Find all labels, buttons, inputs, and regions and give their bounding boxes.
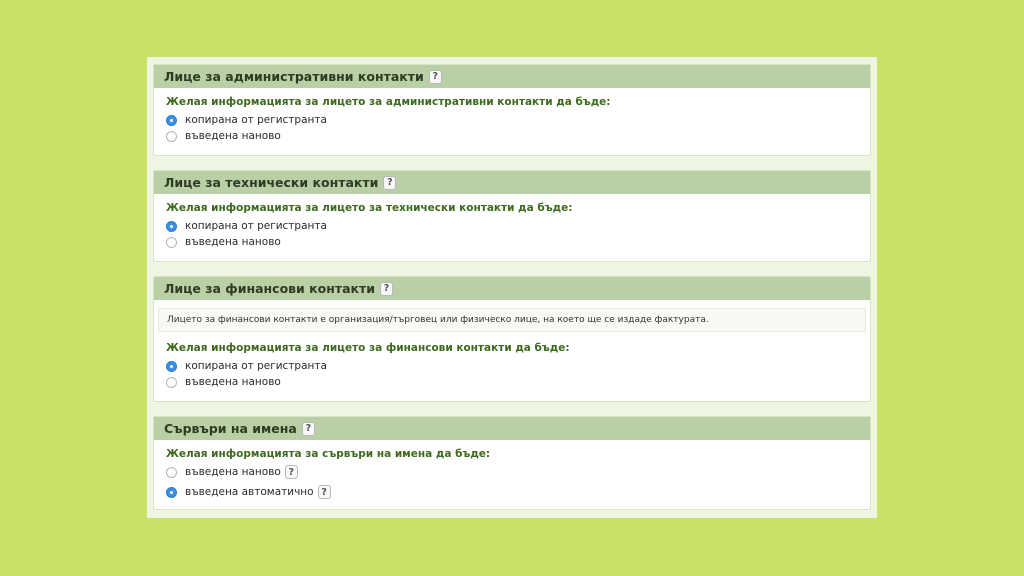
option-label: въведена наново <box>185 236 281 248</box>
option-automatic[interactable] <box>166 484 858 500</box>
option-label: копирана от регистранта <box>185 114 327 126</box>
section-title: Лице за технически контакти <box>164 175 379 190</box>
radio-button-checked[interactable] <box>166 221 177 232</box>
finance-contacts-section <box>153 276 871 402</box>
help-icon[interactable]: ? <box>302 422 315 436</box>
section-header <box>154 65 870 88</box>
option-enter-new[interactable] <box>166 234 858 250</box>
option-label: копирана от регистранта <box>185 220 327 232</box>
section-title: Лице за административни контакти <box>164 69 424 84</box>
help-icon[interactable]: ? <box>429 70 442 84</box>
nameservers-section <box>153 416 871 510</box>
info-note: Лицето за финансови контакти е организация/търговец или физическо лице, на което ще се издаде фактурата. <box>158 308 866 332</box>
radio-button[interactable] <box>166 131 177 142</box>
option-label: въведена наново <box>185 130 281 142</box>
radio-button-checked[interactable] <box>166 115 177 126</box>
help-icon[interactable]: ? <box>383 176 396 190</box>
tech-contacts-section <box>153 170 871 262</box>
contacts-form-panel <box>147 57 877 518</box>
radio-button[interactable] <box>166 237 177 248</box>
radio-button-checked[interactable] <box>166 487 177 498</box>
option-label: въведена наново <box>185 466 281 478</box>
admin-contacts-section <box>153 64 871 156</box>
option-enter-new[interactable] <box>166 374 858 390</box>
help-icon[interactable]: ? <box>318 485 331 499</box>
question-label: Желая информацията за лицето за административни контакти да бъде: <box>166 96 611 108</box>
option-enter-new[interactable] <box>166 128 858 144</box>
section-title: Лице за финансови контакти <box>164 281 376 296</box>
help-icon[interactable]: ? <box>285 465 298 479</box>
radio-button-checked[interactable] <box>166 361 177 372</box>
option-label: въведена наново <box>185 376 281 388</box>
option-copy-from-registrant[interactable] <box>166 218 858 234</box>
question-label: Желая информацията за сървъри на имена да бъде: <box>166 448 491 460</box>
option-copy-from-registrant[interactable] <box>166 112 858 128</box>
radio-button[interactable] <box>166 467 177 478</box>
option-copy-from-registrant[interactable] <box>166 358 858 374</box>
question-label: Желая информацията за лицето за технически контакти да бъде: <box>166 202 573 214</box>
section-title: Сървъри на имена <box>164 421 297 436</box>
help-icon[interactable]: ? <box>380 282 393 296</box>
radio-button[interactable] <box>166 377 177 388</box>
option-label: въведена автоматично <box>185 486 314 498</box>
option-label: копирана от регистранта <box>185 360 327 372</box>
option-enter-new[interactable] <box>166 464 858 480</box>
section-header <box>154 417 870 440</box>
section-header <box>154 171 870 194</box>
question-label: Желая информацията за лицето за финансови контакти да бъде: <box>166 342 570 354</box>
section-header <box>154 277 870 300</box>
